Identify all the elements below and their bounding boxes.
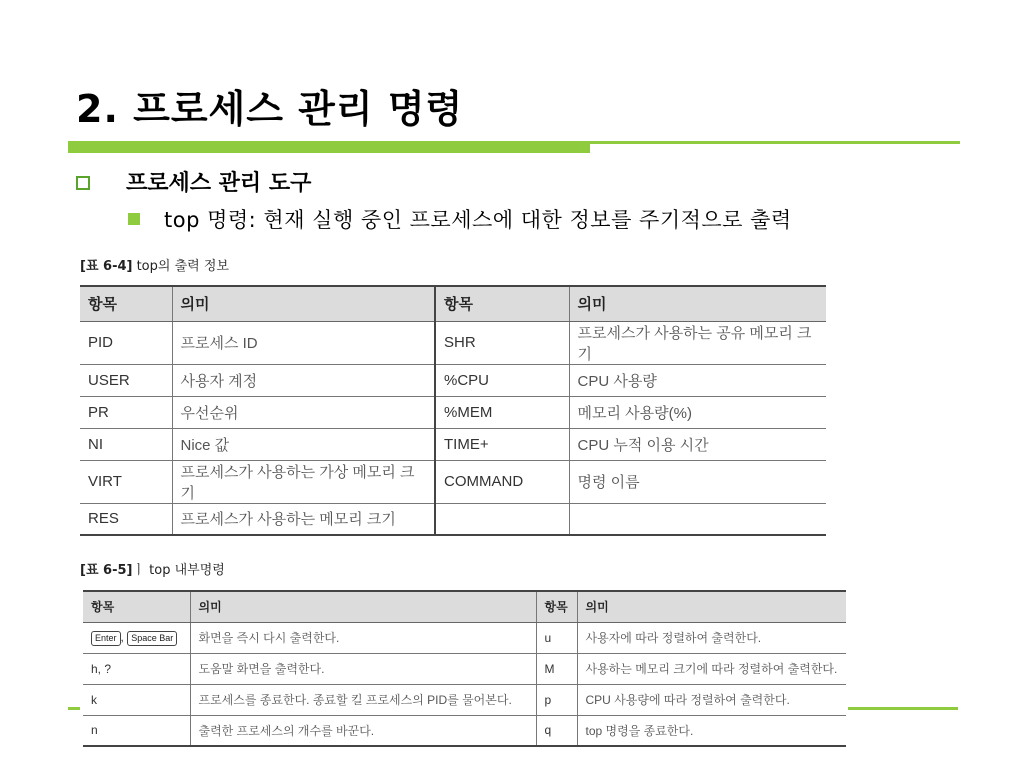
header-cell: 의미 [172, 286, 435, 321]
table1-caption [80, 255, 229, 274]
title-underline-thin [590, 141, 960, 144]
table-cell: 화면을 즉시 다시 출력한다. [190, 622, 536, 653]
table-cell: M [536, 653, 577, 684]
table-header-row [83, 591, 846, 622]
header-cell: 항목 [435, 286, 569, 321]
footer-line-left [68, 707, 80, 710]
table-row [83, 653, 846, 684]
table-row [83, 684, 846, 715]
table-cell: 명령 이름 [569, 460, 826, 503]
table-header-row [80, 286, 826, 321]
header-cell: 의미 [190, 591, 536, 622]
table-cell: 사용하는 메모리 크기에 따라 정렬하여 출력한다. [577, 653, 846, 684]
header-cell: 항목 [536, 591, 577, 622]
table-cell: CPU 누적 이용 시간 [569, 428, 826, 460]
table-cell: u [536, 622, 577, 653]
table-row [80, 321, 826, 364]
header-cell: 의미 [569, 286, 826, 321]
table-cell: Nice 값 [172, 428, 435, 460]
header-cell: 항목 [80, 286, 172, 321]
table-cell: 프로세스가 사용하는 공유 메모리 크기 [569, 321, 826, 364]
table2-caption [80, 559, 225, 578]
table-cell: 사용자에 따라 정렬하여 출력한다. [577, 622, 846, 653]
table-cell: %MEM [435, 396, 569, 428]
table-cell: COMMAND [435, 460, 569, 503]
table-row [80, 428, 826, 460]
table-cell: CPU 사용량 [569, 364, 826, 396]
table-row [80, 396, 826, 428]
table-cell: 도움말 화면을 출력한다. [190, 653, 536, 684]
table2-caption-text: ㅣ top 내부명령 [132, 563, 225, 578]
table-cell: k [83, 684, 190, 715]
bullet-level2-text: top 명령: 현재 실행 중인 프로세스에 대한 정보를 주기적으로 출력 [164, 208, 792, 232]
table-cell: n [83, 715, 190, 746]
table-cell: 우선순위 [172, 396, 435, 428]
bullet-level1 [76, 166, 311, 197]
table-row [83, 622, 846, 653]
table-cell: top 명령을 종료한다. [577, 715, 846, 746]
table-cell: p [536, 684, 577, 715]
table-cell: %CPU [435, 364, 569, 396]
table-cell: TIME+ [435, 428, 569, 460]
table-cell [435, 503, 569, 535]
table-cell-keys [83, 622, 190, 653]
table-cell: CPU 사용량에 따라 정렬하여 출력한다. [577, 684, 846, 715]
bullet-level2 [128, 204, 792, 234]
slide-title: 2. 프로세스 관리 명령 [76, 87, 464, 131]
header-cell: 항목 [83, 591, 190, 622]
hollow-square-bullet-icon [76, 176, 90, 190]
top-output-info-table [80, 285, 826, 536]
table-cell: RES [80, 503, 172, 535]
table-row [80, 503, 826, 535]
table-row [80, 460, 826, 503]
table-cell: q [536, 715, 577, 746]
header-cell: 의미 [577, 591, 846, 622]
table-row [80, 364, 826, 396]
table-cell: 프로세스가 사용하는 메모리 크기 [172, 503, 435, 535]
footer-line-right [848, 707, 958, 710]
bullet-level1-text: 프로세스 관리 도구 [126, 171, 312, 196]
table1-caption-text: top의 출력 정보 [132, 259, 229, 274]
table-cell: 프로세스 ID [172, 321, 435, 364]
table-cell: 프로세스를 종료한다. 종료할 킬 프로세스의 PID를 물어본다. [190, 684, 536, 715]
title-underline-thick [68, 141, 590, 153]
table-cell: 프로세스가 사용하는 가상 메모리 크기 [172, 460, 435, 503]
table-cell: 출력한 프로세스의 개수를 바꾼다. [190, 715, 536, 746]
table-cell: SHR [435, 321, 569, 364]
table-cell: USER [80, 364, 172, 396]
table-cell: h, ? [83, 653, 190, 684]
enter-key-icon: Enter [91, 631, 121, 646]
table-cell: NI [80, 428, 172, 460]
top-internal-commands-table [83, 590, 846, 747]
table-cell: 사용자 계정 [172, 364, 435, 396]
table-cell [569, 503, 826, 535]
table-row [83, 715, 846, 746]
table-cell: PR [80, 396, 172, 428]
table-cell: VIRT [80, 460, 172, 503]
table2-caption-number: [표 6-5] [80, 563, 133, 578]
table1-caption-number: [표 6-4] [80, 259, 133, 274]
table-cell: 메모리 사용량(%) [569, 396, 826, 428]
key-separator: , [120, 629, 124, 644]
table-cell: PID [80, 321, 172, 364]
space-bar-key-icon: Space Bar [127, 631, 177, 646]
filled-square-bullet-icon [128, 213, 140, 225]
